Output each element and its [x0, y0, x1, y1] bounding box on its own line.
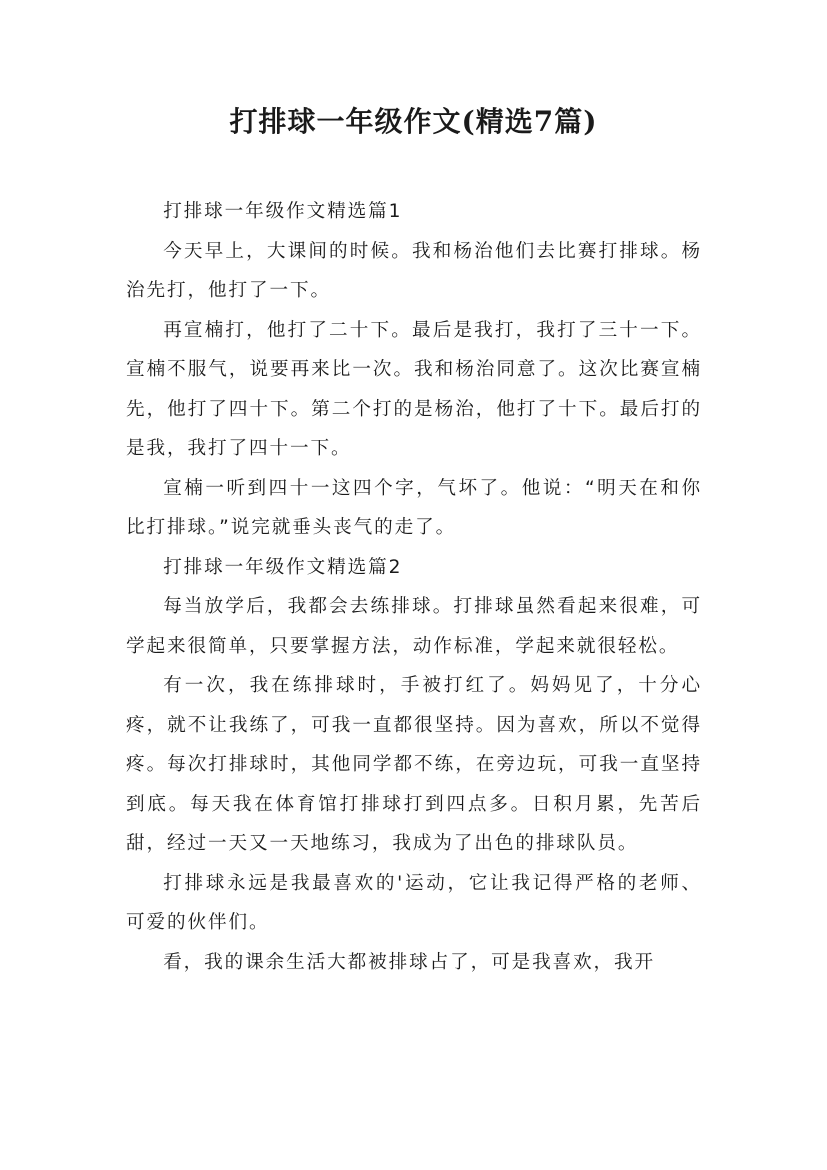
paragraph: 打排球永远是我最喜欢的'运动，它让我记得严格的老师、可爱的伙伴们。 [126, 872, 702, 933]
paragraph: 宣楠一听到四十一这四个字，气坏了。他说：“明天在和你比打排球。”说完就垂头丧气的走了。 [126, 477, 702, 538]
section-heading-1: 打排球一年级作文精选篇1 [163, 201, 403, 222]
document-body [126, 192, 702, 982]
document-title: 打排球一年级作文(精选7篇) [229, 105, 598, 138]
paragraph: 有一次，我在练排球时，手被打红了。妈妈见了，十分心疼，就不让我练了，可我一直都很坚持。因为喜欢，所以不觉得疼。每次打排球时，其他同学都不练，在旁边玩，可我一直坚持到底。每天我在体育馆打排球打到四点多。日积月累，先苦后甜，经过一天又一天地练习，我成为了出色的排球队员。 [126, 675, 702, 854]
section-heading-2: 打排球一年级作文精选篇2 [163, 556, 403, 578]
paragraph: 今天早上，大课间的时候。我和杨治他们去比赛打排球。杨治先打，他打了一下。 [126, 240, 702, 301]
paragraph: 再宣楠打，他打了二十下。最后是我打，我打了三十一下。宣楠不服气，说要再来比一次。我和杨治同意了。这次比赛宣楠先，他打了四十下。第二个打的是杨治，他打了十下。最后打的是我，我打了四十一下。 [126, 319, 702, 459]
paragraph: 每当放学后，我都会去练排球。打排球虽然看起来很难，可学起来很简单，只要掌握方法，动作标准，学起来就很轻松。 [126, 596, 702, 657]
paragraph: 看，我的课余生活大都被排球占了，可是我喜欢，我开 [163, 951, 656, 973]
